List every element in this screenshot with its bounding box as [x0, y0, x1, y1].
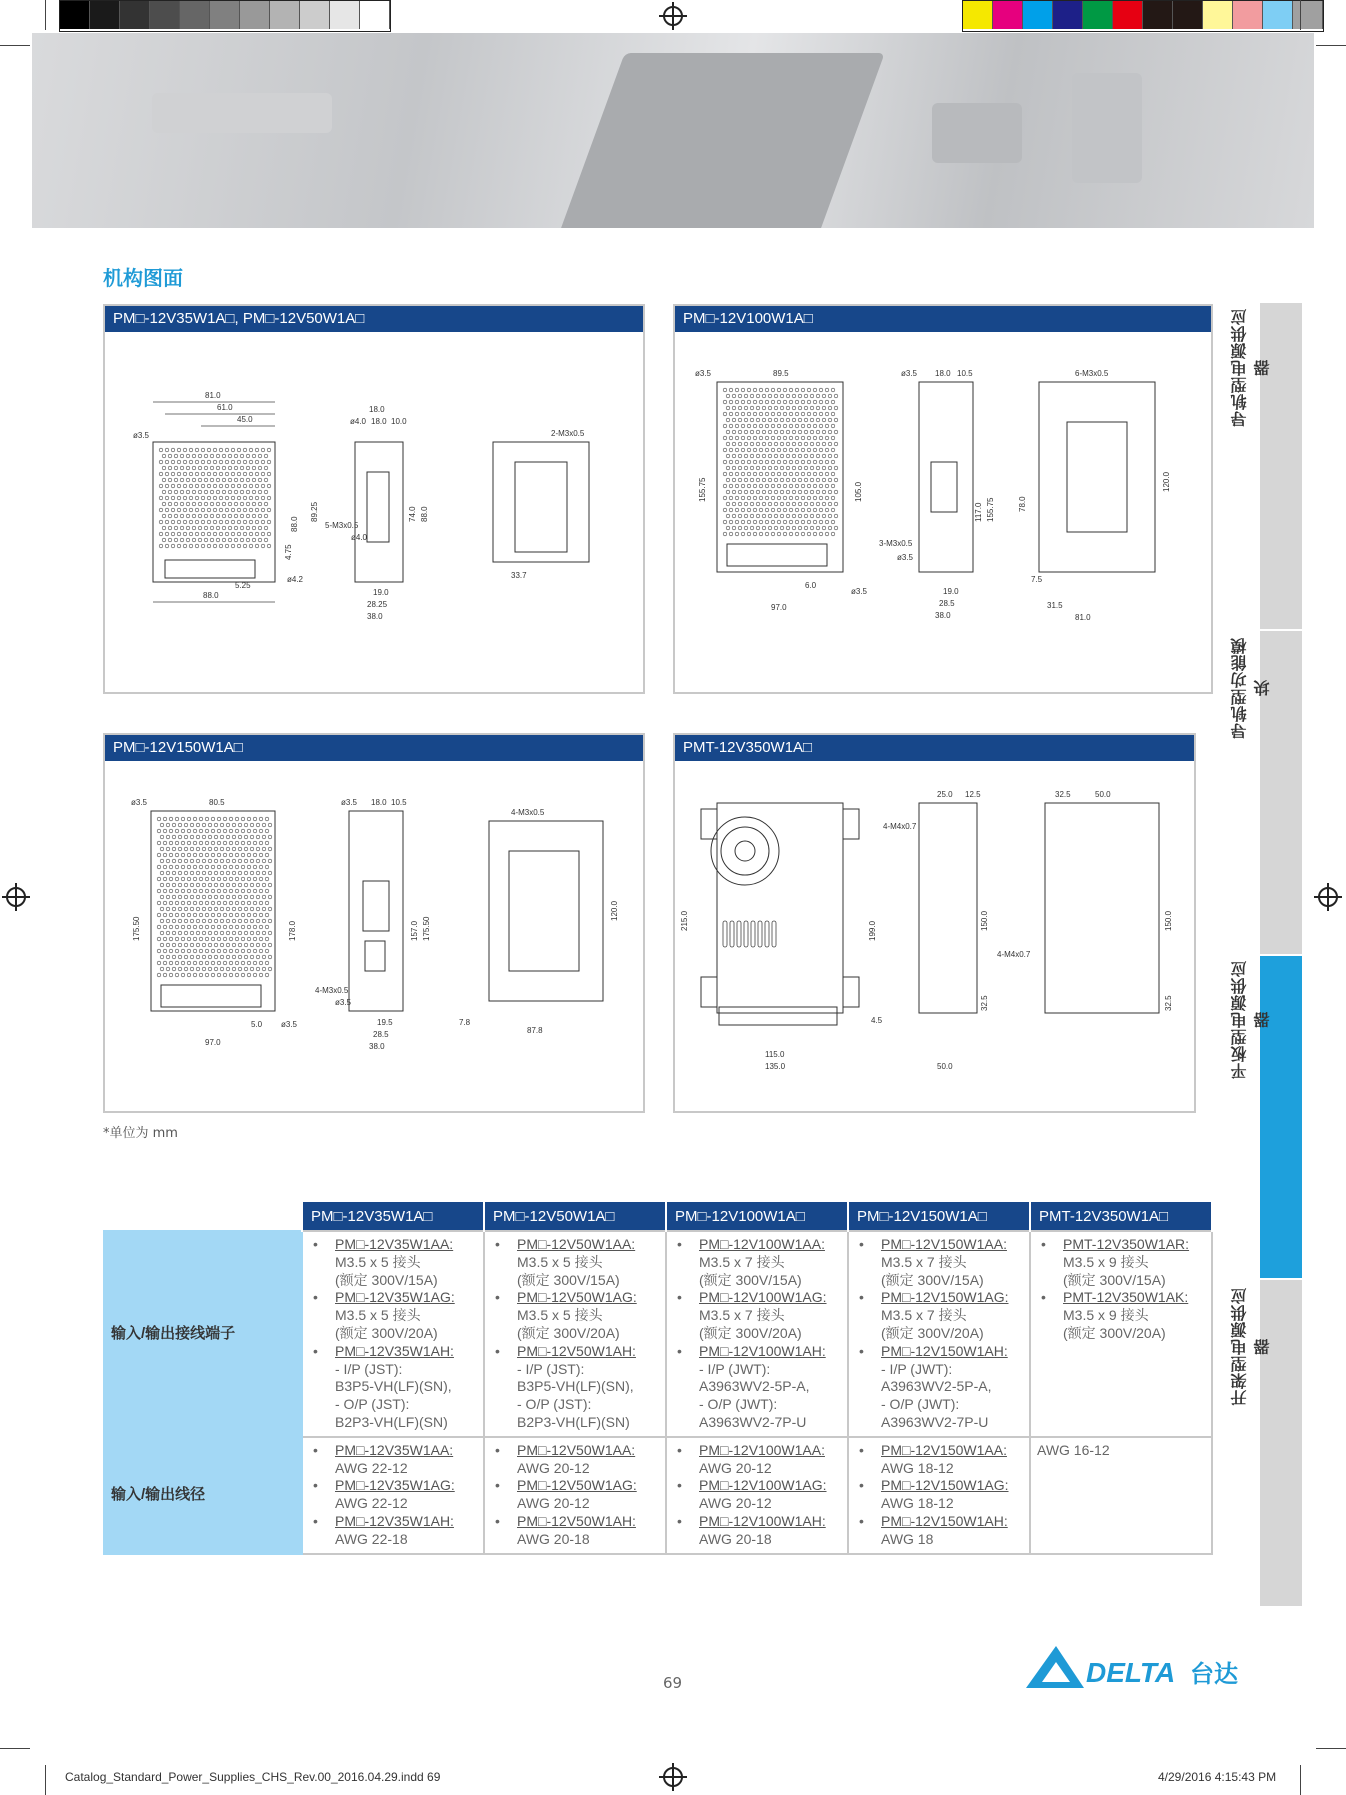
svg-text:50.0: 50.0 [1095, 790, 1111, 799]
list-item [855, 1343, 1023, 1432]
panel-title: PM□-12V150W1A□ [105, 735, 643, 761]
svg-text:50.0: 50.0 [937, 1062, 953, 1071]
list-item [673, 1289, 841, 1342]
svg-text:88.0: 88.0 [290, 516, 299, 532]
page-number: 69 [663, 1674, 683, 1692]
svg-text:87.8: 87.8 [527, 1026, 543, 1035]
color-swatch [240, 1, 270, 29]
list-item [855, 1236, 1023, 1289]
svg-text:ø3.5: ø3.5 [901, 369, 918, 378]
row-header: 输入/输出线径 [104, 1437, 302, 1554]
svg-text:199.0: 199.0 [868, 920, 877, 941]
model-name: PM□-12V150W1AA: [881, 1236, 1007, 1252]
model-name: PM□-12V100W1AG: [699, 1289, 827, 1306]
bullet-icon: • [495, 1289, 500, 1306]
bullet-icon: • [495, 1512, 500, 1529]
side-tab-din-rail-psu[interactable] [1260, 303, 1302, 629]
svg-text:32.5: 32.5 [1164, 995, 1173, 1011]
spec-line: (额定 300V/15A) [1063, 1271, 1166, 1288]
svg-text:33.7: 33.7 [511, 571, 527, 580]
svg-text:5-M3x0.5: 5-M3x0.5 [325, 521, 359, 530]
svg-text:175.50: 175.50 [132, 916, 141, 941]
svg-text:178.0: 178.0 [288, 920, 297, 941]
spec-line: AWG 20-18 [517, 1530, 590, 1547]
svg-text:19.0: 19.0 [943, 587, 959, 596]
bullet-icon: • [859, 1441, 864, 1458]
svg-text:120.0: 120.0 [1162, 471, 1171, 492]
svg-text:3-M3x0.5: 3-M3x0.5 [879, 539, 913, 548]
bullet-icon: • [313, 1342, 318, 1359]
crop-mark [1316, 45, 1346, 46]
spec-line: - O/P (JST): [335, 1396, 410, 1413]
bullet-icon: • [1041, 1289, 1046, 1306]
row-header: 输入/输出接线端子 [104, 1231, 302, 1437]
column-header: PMT-12V350W1A□ [1030, 1202, 1212, 1231]
cell-text: AWG 16-12 [1037, 1441, 1110, 1458]
svg-text:ø4.0: ø4.0 [351, 533, 368, 542]
drawing-panel-150w [103, 733, 645, 1113]
svg-text:89.5: 89.5 [773, 369, 789, 378]
model-name: PM□-12V150W1AG: [881, 1289, 1009, 1306]
svg-text:117.0: 117.0 [974, 502, 983, 522]
model-name: PM□-12V35W1AG: [335, 1477, 455, 1494]
list-item [855, 1289, 1023, 1342]
model-name: PM□-12V100W1AH: [699, 1512, 826, 1529]
spec-line: - O/P (JST): [517, 1396, 592, 1413]
side-tab-label: 开架型电源供应器 [1230, 1287, 1272, 1407]
color-swatch [1263, 1, 1293, 29]
crop-mark [45, 0, 46, 30]
table-cell [302, 1437, 484, 1554]
color-bar-left [59, 0, 391, 32]
list-item [309, 1513, 477, 1549]
svg-text:ø3.5: ø3.5 [131, 798, 148, 807]
svg-text:135.0: 135.0 [765, 1062, 786, 1071]
list-item [673, 1513, 841, 1549]
mechanical-drawing-100w [675, 332, 1211, 692]
color-swatch [963, 1, 993, 29]
bullet-icon: • [313, 1477, 318, 1494]
table-corner [104, 1202, 302, 1231]
table-cell [666, 1231, 848, 1437]
svg-text:4.5: 4.5 [871, 1016, 883, 1025]
color-swatch [330, 1, 360, 29]
spec-line: - I/P (JWT): [881, 1360, 953, 1377]
panel-title: PM□-12V100W1A□ [675, 306, 1211, 332]
color-bar-right [962, 0, 1324, 32]
svg-text:74.0: 74.0 [408, 506, 417, 522]
list-item [491, 1343, 659, 1432]
model-name: PM□-12V35W1AA: [335, 1441, 454, 1458]
color-swatch [1173, 1, 1203, 29]
model-name: PMT-12V350W1AR: [1063, 1236, 1190, 1252]
svg-text:10.0: 10.0 [391, 417, 407, 426]
svg-text:78.0: 78.0 [1018, 496, 1027, 512]
spec-line: M3.5 x 5 接头 [335, 1253, 421, 1270]
table-cell [1030, 1437, 1212, 1554]
list-item [491, 1513, 659, 1549]
svg-text:28.5: 28.5 [373, 1030, 389, 1039]
spec-line: (额定 300V/20A) [1063, 1324, 1166, 1341]
spec-line: M3.5 x 7 接头 [699, 1307, 785, 1324]
svg-text:19.5: 19.5 [377, 1018, 393, 1027]
color-swatch [1233, 1, 1263, 29]
spec-line: M3.5 x 5 接头 [517, 1307, 603, 1324]
spec-line: M3.5 x 5 接头 [517, 1253, 603, 1270]
spec-line: A3963WV2-5P-A, [881, 1378, 992, 1395]
svg-text:7.5: 7.5 [1031, 575, 1043, 584]
model-name: PM□-12V50W1AA: [517, 1441, 636, 1458]
side-tab-label: 导轨型电源供应器 [1230, 308, 1272, 428]
side-tab-label: 导轨型功能模块 [1230, 637, 1272, 739]
spec-line: (额定 300V/15A) [517, 1271, 620, 1288]
svg-text:6.0: 6.0 [805, 581, 817, 590]
list-item [673, 1343, 841, 1432]
svg-text:12.5: 12.5 [965, 790, 981, 799]
table-row [104, 1231, 1212, 1437]
svg-text:7.8: 7.8 [459, 1018, 471, 1027]
list-item [1037, 1289, 1205, 1342]
spec-line: AWG 22-12 [335, 1495, 408, 1512]
svg-text:2-M3x0.5: 2-M3x0.5 [551, 429, 585, 438]
crop-mark [1316, 1748, 1346, 1749]
spec-line: (额定 300V/20A) [699, 1324, 802, 1341]
svg-text:4-M3x0.5: 4-M3x0.5 [315, 986, 349, 995]
list-item [491, 1236, 659, 1289]
spec-line: AWG 20-12 [517, 1459, 590, 1476]
svg-text:10.5: 10.5 [391, 798, 407, 807]
spec-line: (额定 300V/20A) [517, 1324, 620, 1341]
spec-line: AWG 20-12 [517, 1495, 590, 1512]
color-swatch [1023, 1, 1053, 29]
spec-line: AWG 22-18 [335, 1530, 408, 1547]
column-header: PM□-12V50W1A□ [484, 1202, 666, 1231]
model-name: PM□-12V100W1AG: [699, 1477, 827, 1494]
model-name: PM□-12V35W1AH: [335, 1342, 454, 1359]
svg-text:4-M4x0.7: 4-M4x0.7 [997, 950, 1031, 959]
svg-text:28.5: 28.5 [939, 599, 955, 608]
svg-text:32.5: 32.5 [1055, 790, 1071, 799]
bullet-icon: • [859, 1289, 864, 1306]
svg-text:45.0: 45.0 [237, 415, 253, 424]
color-swatch [1293, 1, 1323, 29]
bullet-icon: • [313, 1289, 318, 1306]
svg-text:150.0: 150.0 [1164, 910, 1173, 931]
mechanical-drawing-150w [105, 761, 643, 1111]
crop-mark [0, 1748, 30, 1749]
svg-text:5.25: 5.25 [235, 581, 251, 590]
list-item [855, 1513, 1023, 1549]
svg-text:115.0: 115.0 [765, 1050, 785, 1059]
bullet-icon: • [859, 1477, 864, 1494]
list-item [673, 1442, 841, 1478]
svg-text:88.0: 88.0 [420, 506, 429, 522]
spec-line: (额定 300V/20A) [335, 1324, 438, 1341]
svg-text:18.0: 18.0 [371, 798, 387, 807]
bullet-icon: • [859, 1236, 864, 1252]
registration-mark-top [663, 6, 683, 26]
svg-text:28.25: 28.25 [367, 600, 388, 609]
color-swatch [993, 1, 1023, 29]
bullet-icon: • [495, 1477, 500, 1494]
list-item [491, 1442, 659, 1478]
column-header: PM□-12V35W1A□ [302, 1202, 484, 1231]
bullet-icon: • [677, 1289, 682, 1306]
table-header-row [104, 1202, 1212, 1231]
bullet-icon: • [495, 1236, 500, 1252]
mechanical-drawing-35w-50w [105, 332, 643, 692]
table-cell [666, 1437, 848, 1554]
spec-line: - I/P (JST): [335, 1360, 403, 1377]
bullet-icon: • [1041, 1236, 1046, 1252]
svg-text:150.0: 150.0 [980, 910, 989, 931]
bullet-icon: • [859, 1342, 864, 1359]
spec-line: - I/P (JST): [517, 1360, 585, 1377]
bullet-icon: • [677, 1477, 682, 1494]
spec-line: M3.5 x 5 接头 [335, 1307, 421, 1324]
svg-text:ø3.5: ø3.5 [133, 431, 150, 440]
spec-line: AWG 18-12 [881, 1495, 954, 1512]
spec-line: (额定 300V/20A) [881, 1324, 984, 1341]
bullet-icon: • [859, 1512, 864, 1529]
spec-line: - I/P (JWT): [699, 1360, 771, 1377]
side-tab-open-frame-psu[interactable] [1260, 1280, 1302, 1606]
footer-timestamp: 4/29/2016 4:15:43 PM [1158, 1770, 1277, 1784]
spec-line: (额定 300V/15A) [699, 1271, 802, 1288]
svg-text:25.0: 25.0 [937, 790, 953, 799]
svg-text:155.75: 155.75 [698, 477, 707, 502]
svg-text:81.0: 81.0 [1075, 613, 1091, 622]
svg-text:120.0: 120.0 [610, 900, 619, 921]
table-cell [848, 1231, 1030, 1437]
table-cell [484, 1437, 666, 1554]
color-swatch [210, 1, 240, 29]
spec-line: M3.5 x 9 接头 [1063, 1253, 1149, 1270]
list-item [673, 1236, 841, 1289]
color-swatch [180, 1, 210, 29]
color-swatch [1203, 1, 1233, 29]
svg-text:105.0: 105.0 [854, 481, 863, 502]
column-header: PM□-12V150W1A□ [848, 1202, 1030, 1231]
side-tab-panel-mount-psu[interactable] [1260, 956, 1302, 1278]
spec-line: AWG 20-12 [699, 1459, 772, 1476]
model-name: PM□-12V100W1AA: [699, 1441, 825, 1458]
spec-line: M3.5 x 7 接头 [699, 1253, 785, 1270]
svg-text:61.0: 61.0 [217, 403, 233, 412]
spec-line: AWG 22-12 [335, 1459, 408, 1476]
model-name: PM□-12V150W1AA: [881, 1441, 1007, 1458]
bullet-icon: • [677, 1441, 682, 1458]
svg-text:5.0: 5.0 [251, 1020, 263, 1029]
svg-text:4-M4x0.7: 4-M4x0.7 [883, 822, 917, 831]
crop-mark [0, 45, 30, 46]
list-item [1037, 1236, 1205, 1289]
svg-text:32.5: 32.5 [980, 995, 989, 1011]
color-swatch [1083, 1, 1113, 29]
svg-text:ø3.5: ø3.5 [897, 553, 914, 562]
model-name: PM□-12V50W1AA: [517, 1236, 636, 1252]
svg-text:157.0: 157.0 [410, 920, 419, 941]
table-row [104, 1437, 1212, 1554]
svg-text:ø3.5: ø3.5 [335, 998, 352, 1007]
table-cell [1030, 1231, 1212, 1437]
svg-text:88.0: 88.0 [203, 591, 219, 600]
spec-line: M3.5 x 7 接头 [881, 1253, 967, 1270]
spec-line: B2P3-VH(LF)(SN) [335, 1413, 448, 1430]
list-item [309, 1477, 477, 1513]
bullet-icon: • [677, 1512, 682, 1529]
panel-title: PM□-12V35W1A□, PM□-12V50W1A□ [105, 306, 643, 332]
delta-logo [1024, 1642, 1244, 1692]
model-name: PM□-12V35W1AA: [335, 1236, 454, 1252]
column-header: PM□-12V100W1A□ [666, 1202, 848, 1231]
drawing-panel-35w-50w [103, 304, 645, 694]
spec-line: (额定 300V/15A) [881, 1271, 984, 1288]
svg-text:10.5: 10.5 [957, 369, 973, 378]
spec-line: A3963WV2-5P-A, [699, 1378, 810, 1395]
svg-text:31.5: 31.5 [1047, 601, 1063, 610]
spec-line: B2P3-VH(LF)(SN) [517, 1413, 630, 1430]
brand-name-cn: 台达 [1190, 1660, 1238, 1688]
spec-line: (额定 300V/15A) [335, 1271, 438, 1288]
list-item [309, 1442, 477, 1478]
list-item [673, 1477, 841, 1513]
color-swatch [300, 1, 330, 29]
spec-line: A3963WV2-7P-U [699, 1413, 807, 1430]
terminal-spec-table [103, 1202, 1213, 1555]
svg-text:155.75: 155.75 [986, 497, 995, 522]
spec-line: M3.5 x 9 接头 [1063, 1307, 1149, 1324]
svg-text:80.5: 80.5 [209, 798, 225, 807]
color-swatch [60, 1, 90, 29]
bullet-icon: • [313, 1441, 318, 1458]
registration-mark-right [1318, 887, 1338, 907]
svg-text:89.25: 89.25 [310, 501, 319, 522]
color-swatch [270, 1, 300, 29]
spec-line: AWG 18-12 [881, 1459, 954, 1476]
panel-title: PMT-12V350W1A□ [675, 735, 1194, 761]
model-name: PM□-12V50W1AG: [517, 1477, 637, 1494]
svg-text:4.75: 4.75 [284, 544, 293, 560]
color-swatch [150, 1, 180, 29]
spec-line: - O/P (JWT): [881, 1396, 960, 1413]
list-item [309, 1289, 477, 1342]
header-banner-image [32, 33, 1314, 228]
mechanical-drawing-350w [675, 761, 1194, 1111]
list-item [309, 1236, 477, 1289]
svg-text:6-M3x0.5: 6-M3x0.5 [1075, 369, 1109, 378]
svg-text:81.0: 81.0 [205, 391, 221, 400]
svg-text:97.0: 97.0 [205, 1038, 221, 1047]
bullet-icon: • [677, 1342, 682, 1359]
color-swatch [120, 1, 150, 29]
svg-text:175.50: 175.50 [422, 916, 431, 941]
spec-line: AWG 18 [881, 1530, 934, 1547]
model-name: PM□-12V35W1AH: [335, 1512, 454, 1529]
svg-text:ø3.5: ø3.5 [851, 587, 868, 596]
list-item [309, 1343, 477, 1432]
svg-text:ø3.5: ø3.5 [341, 798, 358, 807]
bullet-icon: • [495, 1441, 500, 1458]
svg-text:18.0: 18.0 [371, 417, 387, 426]
table-cell [484, 1231, 666, 1437]
color-swatch [90, 1, 120, 29]
svg-text:38.0: 38.0 [367, 612, 383, 621]
model-name: PM□-12V50W1AH: [517, 1342, 636, 1359]
model-name: PM□-12V150W1AH: [881, 1512, 1008, 1529]
model-name: PM□-12V100W1AH: [699, 1342, 826, 1359]
svg-text:19.0: 19.0 [373, 588, 389, 597]
svg-text:4-M3x0.5: 4-M3x0.5 [511, 808, 545, 817]
model-name: PM□-12V100W1AA: [699, 1236, 825, 1252]
model-name: PM□-12V150W1AG: [881, 1477, 1009, 1494]
spec-line: A3963WV2-7P-U [881, 1413, 989, 1430]
spec-line: B3P5-VH(LF)(SN), [517, 1378, 634, 1395]
table-cell [848, 1437, 1030, 1554]
svg-text:38.0: 38.0 [369, 1042, 385, 1051]
svg-text:ø4.0: ø4.0 [350, 417, 367, 426]
crop-mark [1300, 0, 1301, 30]
bullet-icon: • [313, 1512, 318, 1529]
registration-mark-left [6, 887, 26, 907]
svg-text:215.0: 215.0 [680, 910, 689, 931]
list-item [855, 1477, 1023, 1513]
spec-line: AWG 20-18 [699, 1530, 772, 1547]
svg-text:18.0: 18.0 [935, 369, 951, 378]
svg-text:18.0: 18.0 [369, 405, 385, 414]
crop-mark [1300, 1765, 1301, 1795]
unit-note: *单位为 mm [103, 1126, 178, 1141]
color-swatch [1053, 1, 1083, 29]
model-name: PMT-12V350W1AK: [1063, 1289, 1189, 1306]
drawing-panel-100w [673, 304, 1213, 694]
table-cell [302, 1231, 484, 1437]
footer-filename: Catalog_Standard_Power_Supplies_CHS_Rev.00_2016.04.29.indd 69 [65, 1770, 441, 1784]
svg-text:97.0: 97.0 [771, 603, 787, 612]
svg-text:38.0: 38.0 [935, 611, 951, 620]
drawing-panel-350w [673, 733, 1196, 1113]
list-item [491, 1477, 659, 1513]
crop-mark [45, 1765, 46, 1795]
list-item [855, 1442, 1023, 1478]
bullet-icon: • [495, 1342, 500, 1359]
model-name: PM□-12V35W1AG: [335, 1289, 455, 1306]
spec-line: M3.5 x 7 接头 [881, 1307, 967, 1324]
color-swatch [1143, 1, 1173, 29]
color-swatch [360, 1, 390, 29]
model-name: PM□-12V50W1AH: [517, 1512, 636, 1529]
list-item [491, 1289, 659, 1342]
svg-text:ø4.2: ø4.2 [287, 575, 304, 584]
registration-mark-bottom [663, 1767, 683, 1787]
section-title: 机构图面 [103, 266, 183, 290]
spec-line: - O/P (JWT): [699, 1396, 778, 1413]
color-swatch [1113, 1, 1143, 29]
brand-name: DELTA [1086, 1657, 1176, 1688]
spec-line: B3P5-VH(LF)(SN), [335, 1378, 452, 1395]
side-tab-label: 平板型电源供应器 [1230, 960, 1272, 1080]
svg-text:ø3.5: ø3.5 [281, 1020, 298, 1029]
model-name: PM□-12V50W1AG: [517, 1289, 637, 1306]
svg-text:ø3.5: ø3.5 [695, 369, 712, 378]
spec-line: AWG 20-12 [699, 1495, 772, 1512]
bullet-icon: • [677, 1236, 682, 1252]
model-name: PM□-12V150W1AH: [881, 1342, 1008, 1359]
bullet-icon: • [313, 1236, 318, 1252]
